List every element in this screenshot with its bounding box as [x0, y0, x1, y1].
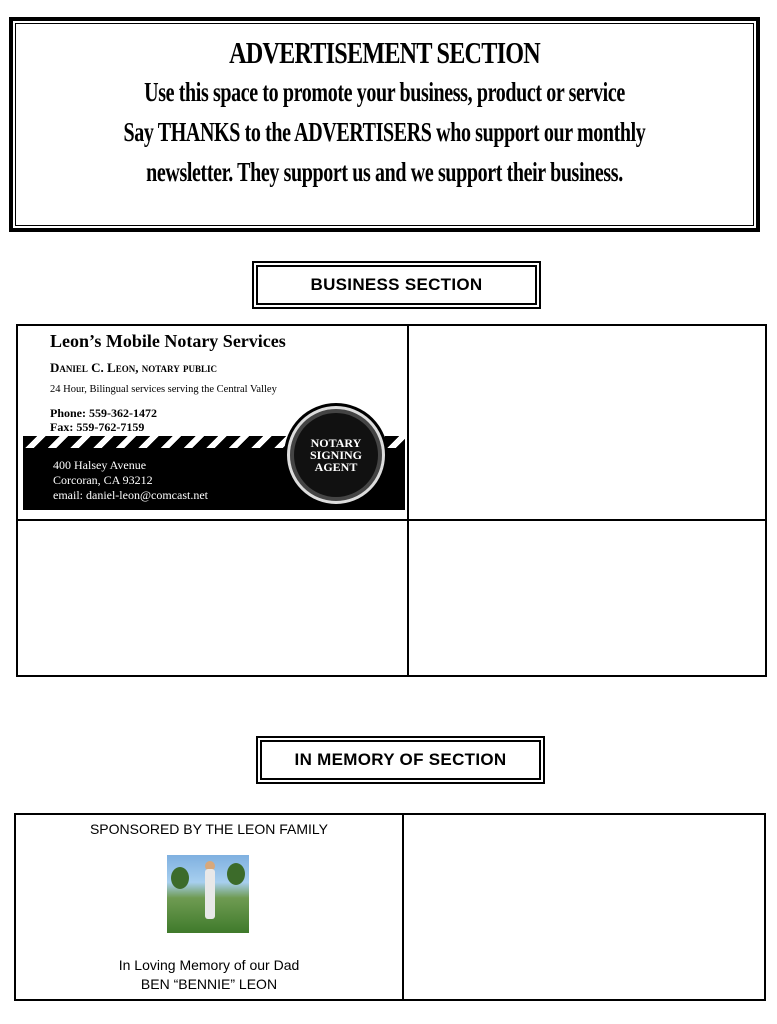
- card-owner: Daniel C. Leon, notary public: [50, 360, 217, 375]
- memory-cell-1: [16, 815, 402, 999]
- memory-grid: [14, 813, 766, 1001]
- card-address: 400 Halsey Avenue: [53, 458, 147, 472]
- memory-sponsor: SPONSORED BY THE LEON FAMILY: [89, 821, 329, 837]
- business-section-title-box: [252, 261, 541, 309]
- card-phone: Phone: 559-362-1472: [50, 406, 157, 420]
- memory-section-title-box: [256, 736, 545, 784]
- memory-section-title: IN MEMORY OF SECTION: [260, 740, 541, 780]
- memory-dedication-line-1: In Loving Memory of our Dad: [118, 957, 300, 973]
- business-cell-2: [409, 326, 767, 519]
- memory-cell-2: [404, 815, 764, 999]
- business-grid: [16, 324, 767, 677]
- advertisement-box: [9, 17, 760, 232]
- notary-seal-icon: [287, 406, 385, 504]
- card-city: Corcoran, CA 93212: [53, 473, 153, 487]
- photo-tree: [171, 867, 189, 889]
- seal-line-3: AGENT: [314, 460, 358, 474]
- business-cell-4: [409, 521, 767, 675]
- advertisement-inner: [15, 23, 754, 226]
- seal-line-2: SIGNING: [309, 448, 362, 462]
- advertisement-line-1: Use this space to promote your business, product or service: [144, 77, 625, 107]
- business-cell-1: [18, 326, 407, 519]
- business-section-title: BUSINESS SECTION: [256, 265, 537, 305]
- advertisement-line-3: newsletter. They support us and we support their business.: [146, 157, 623, 187]
- advertisement-title: ADVERTISEMENT SECTION: [229, 35, 540, 70]
- card-business-name: Leon’s Mobile Notary Services: [50, 331, 286, 351]
- card-tagline: 24 Hour, Bilingual services serving the Central Valley: [50, 384, 277, 395]
- memory-dedication-line-2: BEN “BENNIE” LEON: [140, 976, 278, 992]
- seal-line-1: NOTARY: [310, 436, 362, 450]
- photo-tree: [227, 863, 245, 885]
- card-fax: Fax: 559-762-7159: [50, 420, 145, 434]
- business-card: [23, 328, 405, 510]
- card-email: email: daniel-leon@comcast.net: [53, 488, 208, 502]
- photo-person: [205, 869, 215, 919]
- advertisement-line-2: Say THANKS to the ADVERTISERS who support our monthly: [123, 117, 646, 147]
- memorial-photo: [167, 855, 249, 933]
- business-cell-3: [18, 521, 407, 675]
